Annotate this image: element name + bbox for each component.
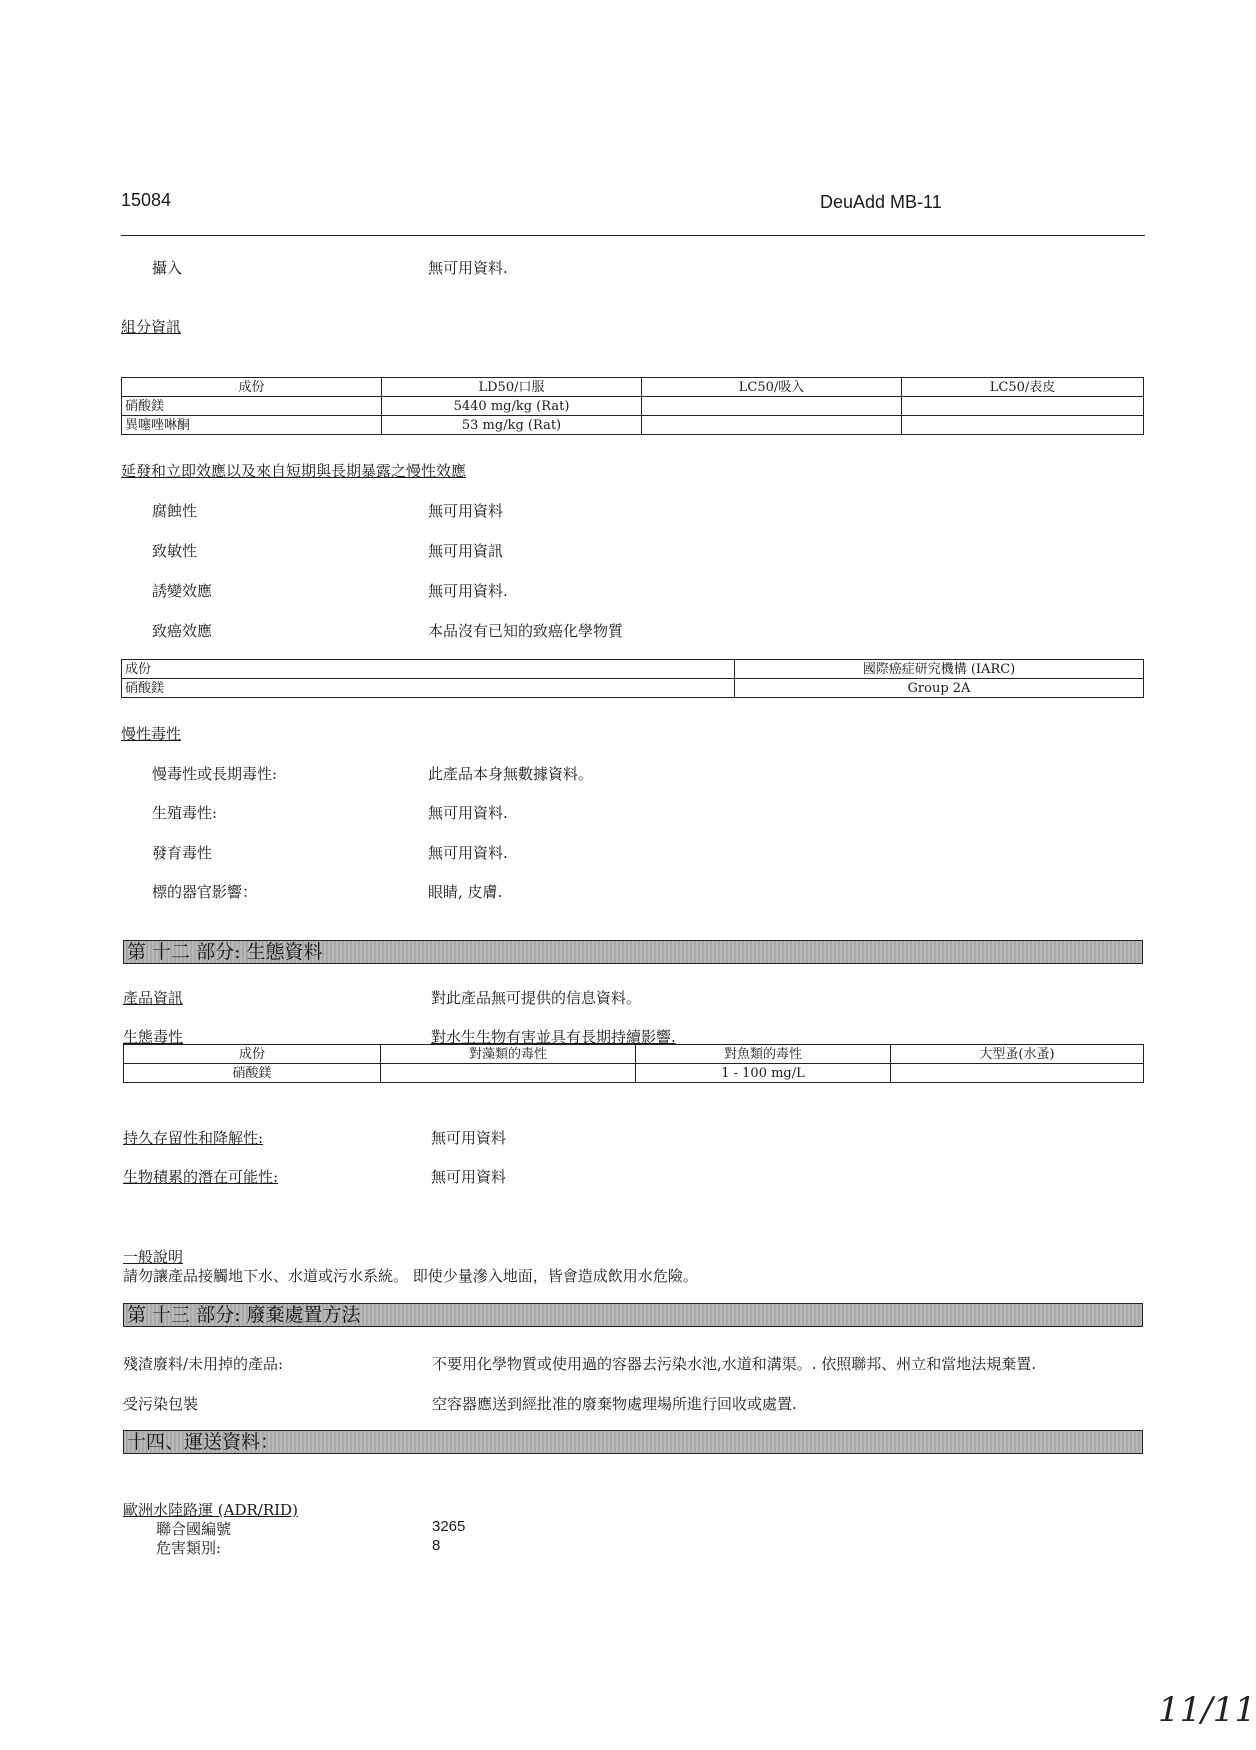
header-rule xyxy=(121,235,1145,236)
page-number-handwritten: 11/11 xyxy=(1158,1690,1256,1730)
general-title: 一般說明 xyxy=(123,1248,184,1266)
section-13-header xyxy=(123,1303,1143,1327)
bioaccumulation-value: 無可用資料 xyxy=(431,1168,507,1186)
col-header: LD50/口服 xyxy=(382,378,642,397)
un-number-value: 3265 xyxy=(432,1518,466,1535)
product-name: DeuAdd MB-11 xyxy=(820,192,942,212)
ecotoxicity-value: 對水生生物有害並具有長期持續影響. xyxy=(431,1028,676,1046)
table-cell: 5440 mg/kg (Rat) xyxy=(382,397,642,416)
mutagenic-value: 無可用資料. xyxy=(428,582,508,600)
adr-title: 歐洲水陸路運 (ADR/RID) xyxy=(123,1501,298,1519)
ecotox-table xyxy=(123,1044,1144,1083)
section-14-header xyxy=(123,1430,1143,1454)
corrosivity-label: 腐蝕性 xyxy=(152,502,198,520)
table-cell xyxy=(381,1064,636,1083)
mutagenic-label: 誘變效應 xyxy=(152,582,213,600)
corrosivity-value: 無可用資料 xyxy=(428,502,504,520)
developmental-value: 無可用資料. xyxy=(428,844,508,862)
reproductive-value: 無可用資料. xyxy=(428,804,508,822)
hazard-class-value: 8 xyxy=(432,1537,441,1554)
persistence-value: 無可用資料 xyxy=(431,1129,507,1147)
persistence-label: 持久存留性和降解性: xyxy=(123,1129,264,1147)
packaging-value: 空容器應送到經批准的廢棄物處理場所進行回收或處置. xyxy=(432,1395,797,1413)
col-header: 成份 xyxy=(122,378,382,397)
ecotoxicity-label: 生態毒性 xyxy=(123,1028,184,1046)
chronic-value: 此產品本身無數據資料。 xyxy=(428,765,594,783)
col-header: 成份 xyxy=(124,1045,381,1064)
document-number: 15084 xyxy=(121,190,172,210)
delayed-effects-title: 延發和立即效應以及來自短期與長期暴露之慢性效應 xyxy=(121,462,467,480)
table-cell: 硝酸鎂 xyxy=(122,679,735,698)
table-header-row xyxy=(122,660,1144,679)
col-header: 成份 xyxy=(122,660,735,679)
col-header: 大型蚤(水蚤) xyxy=(891,1045,1144,1064)
product-info-label: 產品資訊 xyxy=(123,989,184,1007)
hazard-class-label: 危害類別: xyxy=(156,1539,222,1557)
residue-label: 殘渣廢料/未用掉的產品: xyxy=(123,1355,284,1373)
packaging-label: 受污染包裝 xyxy=(123,1395,199,1413)
iarc-table xyxy=(121,659,1144,698)
section-12-title: 第 十二 部分: 生態資料 xyxy=(127,941,323,963)
target-organ-label: 標的器官影響： xyxy=(152,883,258,901)
table-cell: 53 mg/kg (Rat) xyxy=(382,416,642,435)
chronic-title: 慢性毒性 xyxy=(121,725,182,743)
table-cell: Group 2A xyxy=(735,679,1144,698)
sensitization-value: 無可用資訊 xyxy=(428,542,504,560)
ingestion-label: 攝入 xyxy=(152,259,183,277)
col-header: 對魚類的毒性 xyxy=(636,1045,891,1064)
carcinogenic-label: 致癌效應 xyxy=(152,622,213,640)
table-header-row xyxy=(122,378,1144,397)
col-header: 對藻類的毒性 xyxy=(381,1045,636,1064)
table-row xyxy=(122,397,1144,416)
table-row xyxy=(122,416,1144,435)
table-cell xyxy=(642,416,902,435)
ld50-table xyxy=(121,377,1144,435)
target-organ-value: 眼睛, 皮膚. xyxy=(428,883,503,901)
developmental-label: 發育毒性 xyxy=(152,844,213,862)
table-header-row xyxy=(124,1045,1144,1064)
section-14-title: 十四、運送資料： xyxy=(127,1431,280,1453)
col-header: LC50/表皮 xyxy=(902,378,1144,397)
section-12-header xyxy=(123,940,1143,964)
table-cell xyxy=(902,416,1144,435)
col-header: LC50/吸入 xyxy=(642,378,902,397)
table-row xyxy=(122,679,1144,698)
product-info-value: 對此產品無可提供的信息資料。 xyxy=(431,989,642,1007)
table-cell: 1 - 100 mg/L xyxy=(636,1064,891,1083)
reproductive-label: 生殖毒性: xyxy=(152,804,218,822)
bioaccumulation-label: 生物積累的潛在可能性: xyxy=(123,1168,279,1186)
carcinogenic-value: 本品沒有已知的致癌化學物質 xyxy=(428,622,624,640)
table-cell xyxy=(902,397,1144,416)
col-header: 國際癌症研究機構 (IARC) xyxy=(735,660,1144,679)
table-cell: 異噻唑啉酮 xyxy=(122,416,382,435)
general-text: 請勿讓產品接觸地下水、水道或污水系統。 即使少量滲入地面，皆會造成飲用水危險。 xyxy=(123,1267,698,1285)
un-number-label: 聯合國編號 xyxy=(156,1520,232,1538)
table-row xyxy=(124,1064,1144,1083)
table-cell: 硝酸鎂 xyxy=(122,397,382,416)
ingestion-value: 無可用資料. xyxy=(428,259,508,277)
section-13-title: 第 十三 部分: 廢棄處置方法 xyxy=(127,1304,361,1326)
table-cell xyxy=(891,1064,1144,1083)
component-info-title: 組分資訊 xyxy=(121,318,182,336)
residue-value: 不要用化學物質或使用過的容器去污染水池,水道和溝渠。. 依照聯邦、州立和當地法規棄置. xyxy=(432,1355,1037,1373)
table-cell xyxy=(642,397,902,416)
sensitization-label: 致敏性 xyxy=(152,542,198,560)
chronic-label: 慢毒性或長期毒性: xyxy=(152,765,278,783)
table-cell: 硝酸鎂 xyxy=(124,1064,381,1083)
